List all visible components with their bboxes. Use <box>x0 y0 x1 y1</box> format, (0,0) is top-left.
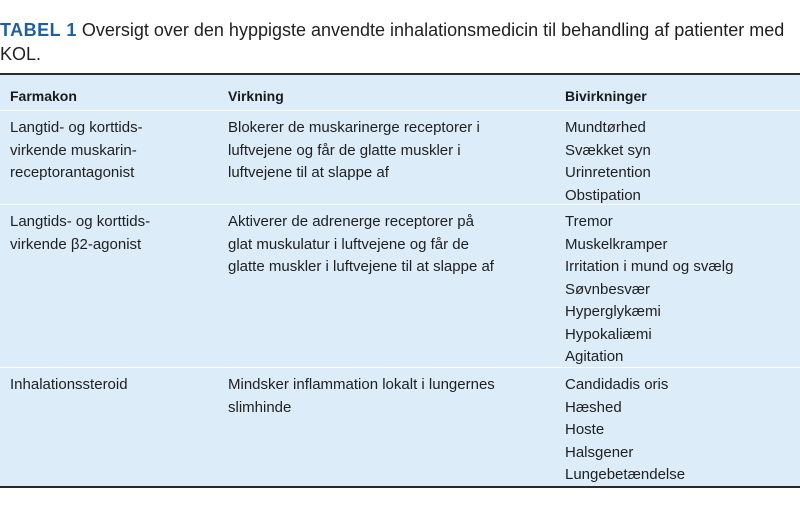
cell-line: Agitation <box>565 348 624 365</box>
cell-bivirkninger <box>565 117 797 207</box>
table-row <box>0 204 800 368</box>
cell-line: Urinretention <box>565 164 651 181</box>
cell-line: slimhinde <box>228 398 292 416</box>
cell-line: Mindsker inflammation lokalt i lungernes <box>228 376 495 393</box>
cell-farmakon <box>10 117 210 185</box>
medication-table <box>0 75 800 486</box>
cell-line: Inhalationssteroid <box>10 376 128 393</box>
table-row <box>0 110 800 205</box>
cell-virkning <box>228 211 548 279</box>
caption-text: Oversigt over den hyppigste anvendte inhalationsmedicin til behandling af patienter med KOL. <box>0 20 785 64</box>
cell-line: virkende muskarin- <box>10 141 137 159</box>
cell-farmakon <box>10 374 210 397</box>
table-caption <box>0 18 790 66</box>
header-bivirkninger: Bivirkninger <box>565 88 647 104</box>
cell-bivirkninger <box>565 211 797 369</box>
cell-bivirkninger <box>565 374 797 487</box>
cell-line: Svækket syn <box>565 141 651 159</box>
cell-line: receptorantagonist <box>10 164 135 181</box>
cell-line: glatte muskler i luftvejene til at slappe af <box>228 258 494 275</box>
cell-line: Søvnbesvær <box>565 280 651 298</box>
cell-line: luftvejene til at slappe af <box>228 164 389 181</box>
cell-line: luftvejene og får de glatte muskler i <box>228 141 461 159</box>
cell-line: glat muskulatur i luftvejene og får de <box>228 235 469 253</box>
cell-line: Langtids- og korttids- <box>10 213 151 230</box>
cell-line: Irritation i mund og svælg <box>565 258 734 275</box>
table-label: TABEL 1 <box>0 20 77 40</box>
cell-virkning <box>228 117 548 185</box>
cell-line: virkende β2-agonist <box>10 235 142 253</box>
header-virkning: Virkning <box>228 88 284 104</box>
cell-line: Candidadis oris <box>565 376 669 393</box>
cell-line: Lungebetændelse <box>565 466 686 483</box>
table-row <box>0 367 800 487</box>
cell-farmakon <box>10 211 210 256</box>
bottom-rule <box>0 486 800 488</box>
header-farmakon: Farmakon <box>10 88 77 104</box>
cell-line: Mundtørhed <box>565 119 646 136</box>
cell-virkning <box>228 374 548 419</box>
cell-line: Hoste <box>565 421 605 438</box>
cell-line: Muskelkramper <box>565 235 668 253</box>
table-header-row <box>0 75 800 110</box>
cell-line: Halsgener <box>565 443 634 461</box>
cell-line: Langtid- og korttids- <box>10 119 143 136</box>
cell-line: Tremor <box>565 213 613 230</box>
cell-line: Aktiverer de adrenerge receptorer på <box>228 213 474 230</box>
cell-line: Blokerer de muskarinerge receptorer i <box>228 119 480 136</box>
cell-line: Hæshed <box>565 398 622 416</box>
cell-line: Obstipation <box>565 186 641 204</box>
cell-line: Hypokaliæmi <box>565 325 652 343</box>
cell-line: Hyperglykæmi <box>565 303 661 320</box>
